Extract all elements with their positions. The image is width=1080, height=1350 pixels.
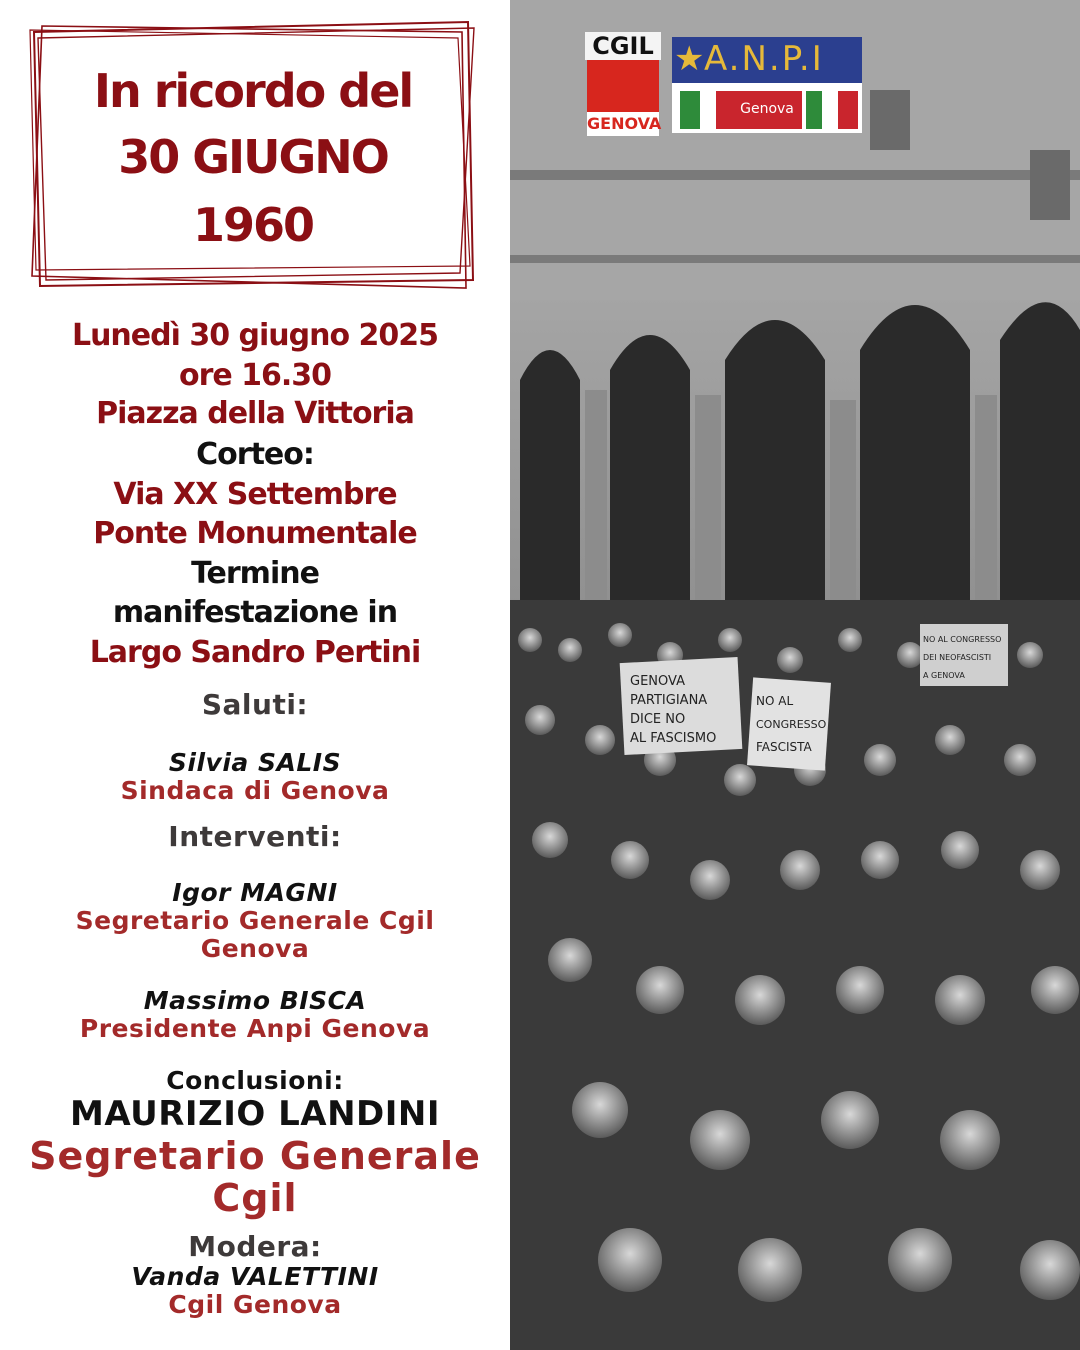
conclusioni-role: Segretario Generale	[29, 1134, 481, 1178]
modera-name: Vanda VALETTINI	[131, 1262, 379, 1291]
star-icon: ★	[674, 39, 705, 79]
conclusioni-role-2: Cgil	[212, 1176, 298, 1220]
modera-label: Modera:	[188, 1230, 322, 1263]
route-1: Via XX Settembre	[113, 477, 397, 512]
route-2: Ponte Monumentale	[93, 516, 417, 551]
saluti-label: Saluti:	[201, 688, 309, 721]
event-time: ore 16.30	[178, 358, 332, 393]
anpi-logo-text: A.N.P.I	[704, 39, 824, 79]
sign3-line3: A GENOVA	[923, 671, 965, 680]
modera-role: Cgil Genova	[168, 1290, 342, 1319]
sign2-line1: NO AL	[756, 694, 794, 708]
sign2-line3: FASCISTA	[756, 740, 812, 754]
protest-sign-2	[747, 677, 831, 770]
speaker-2-role: Presidente Anpi Genova	[79, 1014, 431, 1043]
poster-text-column	[0, 0, 510, 1350]
historical-photo	[510, 0, 1080, 1350]
flag-green	[680, 91, 700, 129]
cgil-logo-city: GENOVA	[587, 112, 659, 136]
cgil-logo-text: CGIL	[585, 32, 661, 60]
speaker-1-name: Igor MAGNI	[172, 878, 338, 907]
speaker-2-name: Massimo BISCA	[143, 986, 367, 1015]
sign2-line2: CONGRESSO	[756, 718, 827, 731]
flag-red-right	[838, 91, 858, 129]
anpi-logo-city: Genova	[740, 101, 794, 117]
saluti-role: Sindaca di Genova	[120, 776, 390, 805]
protest-sign-3	[920, 624, 1008, 686]
end-line-2: manifestazione in	[112, 595, 398, 630]
event-date: Lunedì 30 giugno 2025	[71, 318, 439, 353]
end-line-1: Termine	[191, 556, 319, 591]
sign3-line1: NO AL CONGRESSO	[923, 635, 1002, 644]
anpi-logo	[672, 37, 862, 133]
end-place: Largo Sandro Pertini	[89, 635, 421, 670]
title-line-2: 30 GIUGNO	[118, 130, 388, 184]
sign1-line4: AL FASCISMO	[630, 731, 717, 746]
interventi-label: Interventi:	[168, 820, 342, 853]
title-box	[28, 18, 478, 293]
event-place: Piazza della Vittoria	[96, 396, 414, 431]
title-line-1: In ricordo del	[93, 64, 413, 118]
protest-crowd-illustration	[510, 0, 1080, 1350]
corteo-label: Corteo:	[196, 437, 314, 472]
title-line-3: 1960	[192, 198, 314, 252]
sign1-line2: PARTIGIANA	[630, 693, 708, 708]
sign3-line2: DEI NEOFASCISTI	[923, 653, 992, 662]
conclusioni-label: Conclusioni:	[166, 1066, 344, 1095]
conclusioni-name: MAURIZIO LANDINI	[70, 1094, 440, 1134]
sign1-line1: GENOVA	[630, 674, 685, 689]
sign1-line3: DICE NO	[630, 712, 686, 727]
cgil-logo	[585, 32, 661, 136]
speaker-1-role: Segretario Generale Cgil	[75, 906, 435, 935]
saluti-name: Silvia SALIS	[168, 748, 342, 777]
speaker-1-role-2: Genova	[200, 934, 310, 963]
cgil-red-square	[587, 60, 659, 112]
protest-sign-1	[620, 657, 743, 755]
